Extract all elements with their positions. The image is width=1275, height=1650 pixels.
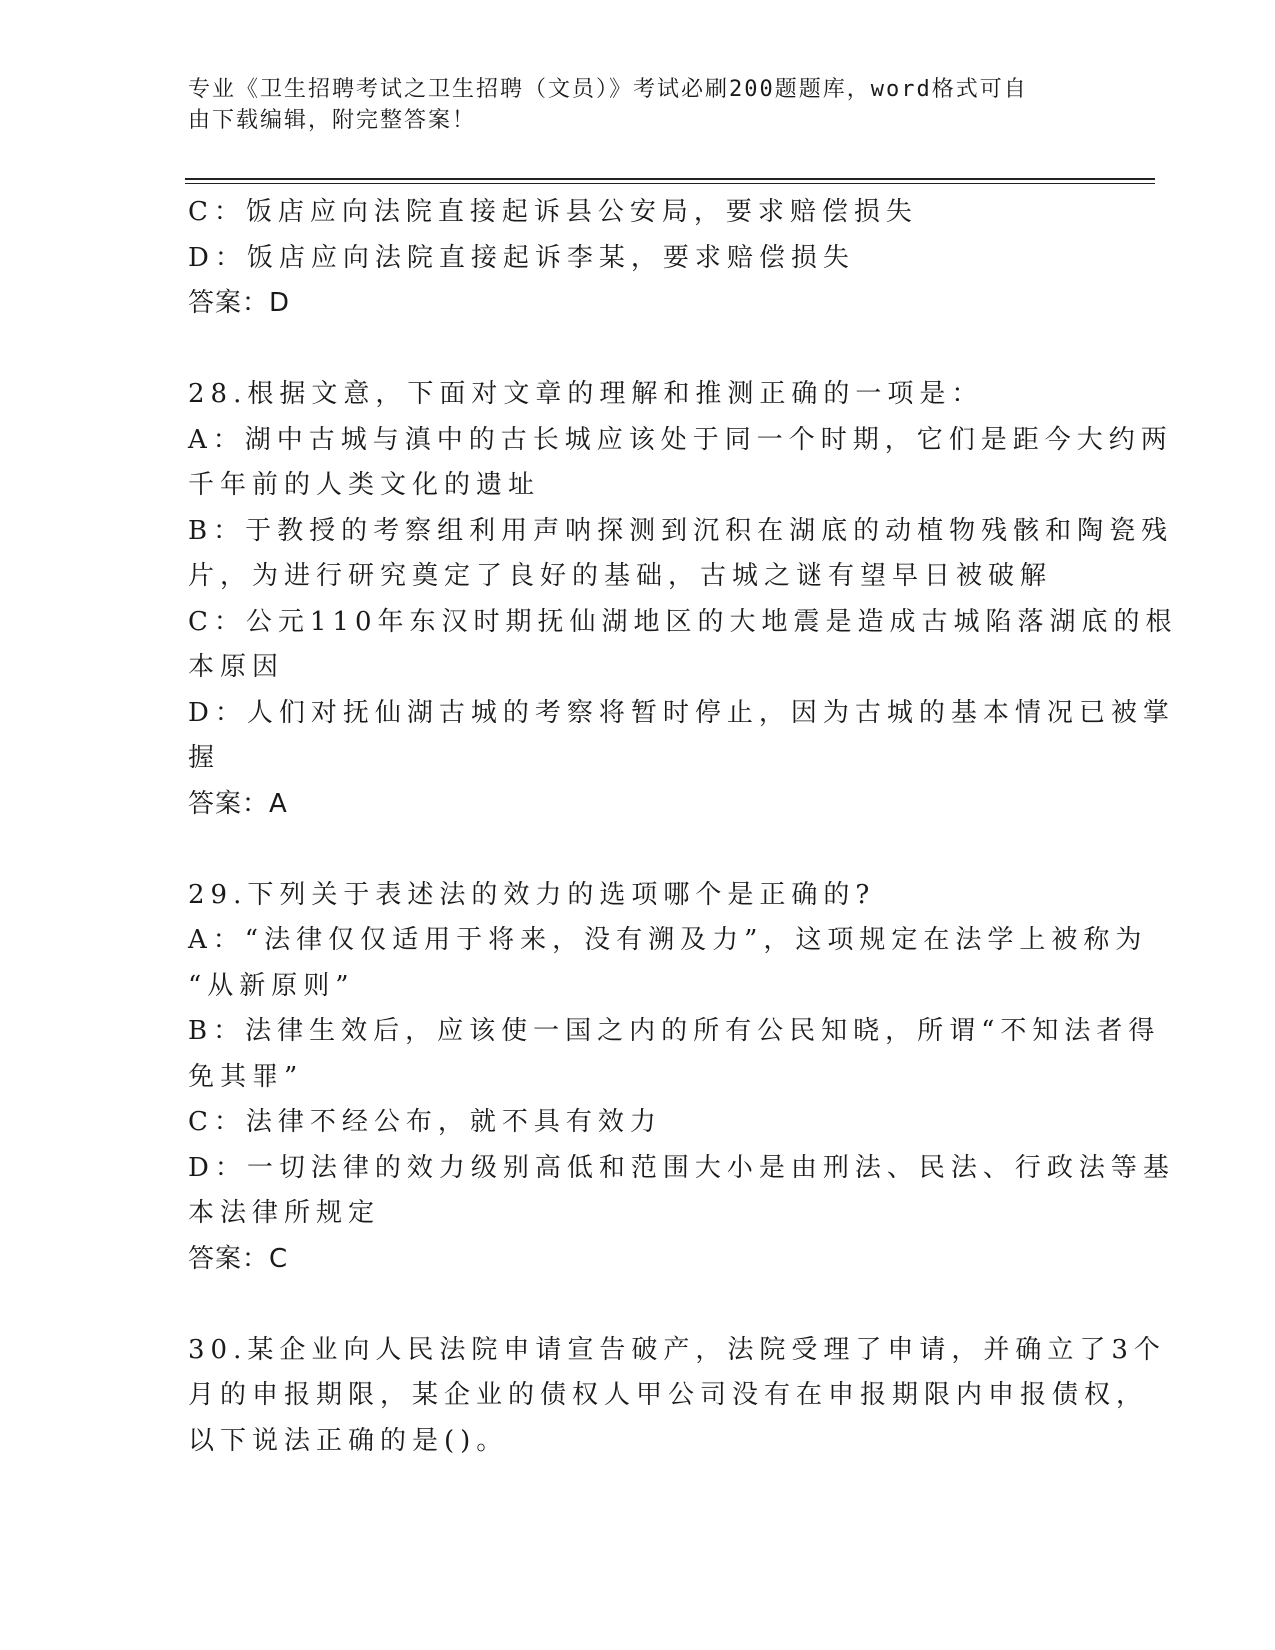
option-a: A：湖中古城与滇中的古长城应该处于同一个时期，它们是距今大约两 <box>188 424 1173 455</box>
option-d: D：人们对抚仙湖古城的考察将暂时停止，因为古城的基本情况已被掌 <box>188 697 1175 728</box>
option-d: D：一切法律的效力级别高低和范围大小是由刑法、民法、行政法等基 <box>188 1152 1175 1183</box>
question-stem: 28.根据文意，下面对文章的理解和推测正确的一项是： <box>188 379 984 409</box>
option-d-cont: 握 <box>188 743 221 773</box>
option-c: C：饭店应向法院直接起诉县公安局，要求赔偿损失 <box>188 197 918 227</box>
option-a-cont: “从新原则” <box>188 970 355 1001</box>
header-divider <box>185 178 1155 180</box>
spacer <box>188 327 1088 373</box>
header-line: 由下载编辑，附完整答案！ <box>188 108 477 133</box>
option-b-cont: 片，为进行研究奠定了良好的基础，古城之谜有望早日被破解 <box>188 561 1053 591</box>
answer-line: 答案：A <box>188 788 288 819</box>
option-b-cont: 免其罪” <box>188 1061 304 1092</box>
header-line: 专业《卫生招聘考试之卫生招聘（文员）》考试必刷200题题库，word格式可自 <box>188 77 1028 102</box>
header-divider-thin <box>185 183 1155 184</box>
question-stem: 29.下列关于表述法的效力的选项哪个是正确的? <box>188 879 876 910</box>
question-stem-cont: 以下说法正确的是()。 <box>188 1425 509 1456</box>
question-stem: 30.某企业向人民法院申请宣告破产，法院受理了申请，并确立了3个 <box>188 1334 1166 1365</box>
option-c: C：公元110年东汉时期抚仙湖地区的大地震是造成古城陷落湖底的根 <box>188 606 1178 637</box>
option-d-cont: 本法律所规定 <box>188 1198 381 1228</box>
option-a-cont: 千年前的人类文化的遗址 <box>188 470 541 500</box>
question-stem-cont: 月的申报期限，某企业的债权人甲公司没有在申报期限内申报债权， <box>188 1380 1149 1410</box>
spacer <box>188 1282 1088 1328</box>
spacer <box>188 827 1088 873</box>
answer-line: 答案：D <box>188 288 291 318</box>
option-b: B：于教授的考察组利用声呐探测到沉积在湖底的动植物残骸和陶瓷残 <box>188 515 1174 546</box>
option-a: A：“法律仅仅适用于将来，没有溯及力”，这项规定在法学上被称为 <box>188 925 1148 955</box>
question-content <box>188 190 1178 1464</box>
option-d: D：饭店应向法院直接起诉李某，要求赔偿损失 <box>188 242 855 273</box>
option-c-cont: 本原因 <box>188 652 285 682</box>
option-b: B：法律生效后，应该使一国之内的所有公民知晓，所谓“不知法者得 <box>188 1016 1161 1046</box>
option-c: C：法律不经公布，就不具有效力 <box>188 1107 662 1137</box>
answer-line: 答案：C <box>188 1243 289 1274</box>
document-header <box>188 74 1088 136</box>
